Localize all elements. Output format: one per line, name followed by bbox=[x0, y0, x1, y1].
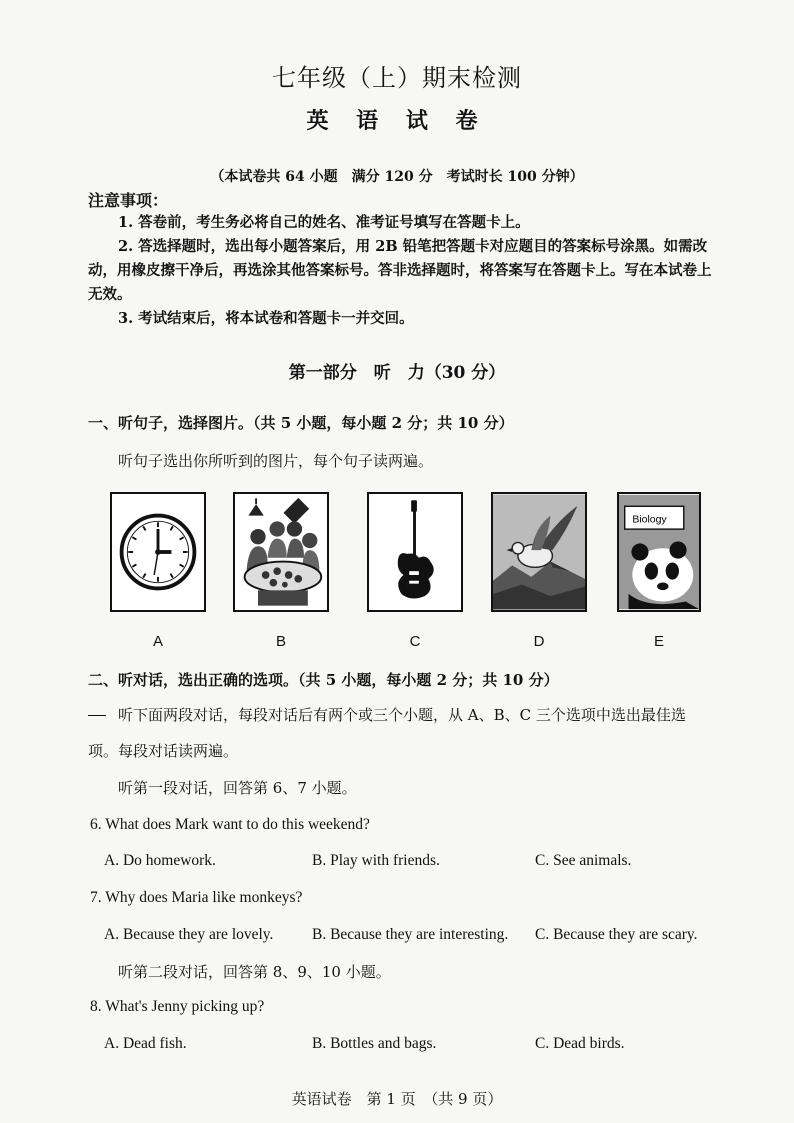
section-one-heading: 一、听句子，选择图片。（共 5 小题，每小题 2 分；共 10 分） bbox=[88, 414, 514, 432]
panda-book-icon bbox=[619, 494, 699, 610]
subject-title: 英 语 试 卷 bbox=[306, 108, 488, 134]
question-6-option-c: C. See animals. bbox=[535, 852, 632, 869]
picture-b bbox=[233, 492, 329, 612]
book-title: Biology bbox=[632, 514, 667, 526]
question-8-option-c: C. Dead birds. bbox=[535, 1035, 625, 1052]
question-8-option-b: B. Bottles and bags. bbox=[312, 1035, 437, 1052]
guitar-icon bbox=[369, 494, 461, 610]
dialog-two-instruction: 听第二段对话，回答第 8、9、10 小题。 bbox=[118, 963, 391, 981]
picture-label-a: A bbox=[152, 633, 163, 650]
clock-icon bbox=[112, 494, 204, 610]
question-7-option-c: C. Because they are scary. bbox=[535, 926, 698, 943]
question-7-option-a: A. Because they are lovely. bbox=[104, 926, 274, 943]
family-dinner-icon bbox=[235, 494, 327, 610]
question-6-option-a: A. Do homework. bbox=[104, 852, 216, 869]
exam-title: 七年级（上）期末检测 bbox=[272, 64, 522, 92]
question-8-option-a: A. Dead fish. bbox=[104, 1035, 187, 1052]
question-7-option-b: B. Because they are interesting. bbox=[312, 926, 509, 943]
picture-a bbox=[110, 492, 206, 612]
notice-item-1: 1. 答卷前，考生务必将自己的姓名、准考证号填写在答题卡上。 bbox=[118, 214, 530, 231]
dialog-one-instruction: 听第一段对话，回答第 6、7 小题。 bbox=[118, 779, 357, 797]
section-two-instruction-2: 项。每段对话读两遍。 bbox=[88, 742, 239, 760]
bird-icon bbox=[493, 494, 585, 610]
picture-e bbox=[617, 492, 701, 612]
dash-mark bbox=[88, 715, 106, 716]
picture-label-d: D bbox=[533, 633, 545, 650]
page-footer: 英语试卷 第 1 页 （共 9 页） bbox=[291, 1090, 503, 1108]
notice-item-3: 3. 考试结束后，将本试卷和答题卡一并交回。 bbox=[118, 310, 414, 327]
section-two-heading: 二、听对话，选出正确的选项。（共 5 小题，每小题 2 分；共 10 分） bbox=[88, 671, 559, 689]
question-6-option-b: B. Play with friends. bbox=[312, 852, 440, 869]
section-one-instruction: 听句子选出你所听到的图片，每个句子读两遍。 bbox=[118, 452, 434, 470]
picture-label-c: C bbox=[409, 633, 421, 650]
picture-d bbox=[491, 492, 587, 612]
question-6-stem: 6. What does Mark want to do this weekend? bbox=[90, 816, 370, 833]
picture-c bbox=[367, 492, 463, 612]
picture-label-e: E bbox=[653, 633, 664, 650]
question-7-stem: 7. Why does Maria like monkeys? bbox=[90, 889, 303, 906]
part-one-title: 第一部分 听 力（30 分） bbox=[288, 363, 506, 383]
section-two-instruction-1: 听下面两段对话，每段对话后有两个或三个小题，从 A、B、C 三个选项中选出最佳选 bbox=[118, 706, 686, 724]
picture-label-b: B bbox=[275, 633, 286, 650]
question-8-stem: 8. What's Jenny picking up? bbox=[90, 998, 265, 1015]
notice-item-2: 2. 答选择题时，选出每小题答案后，用 2B 铅笔把答题卡对应题目的答案标号涂黑。如需改动，用橡皮擦干净后，再选涂其他答案标号。答非选择题时，将答案写在答题卡上。写在本试卷上无效。 bbox=[88, 238, 712, 303]
exam-info: （本试卷共 64 小题 满分 120 分 考试时长 100 分钟） bbox=[210, 169, 584, 185]
notice-heading: 注意事项： bbox=[88, 191, 169, 210]
